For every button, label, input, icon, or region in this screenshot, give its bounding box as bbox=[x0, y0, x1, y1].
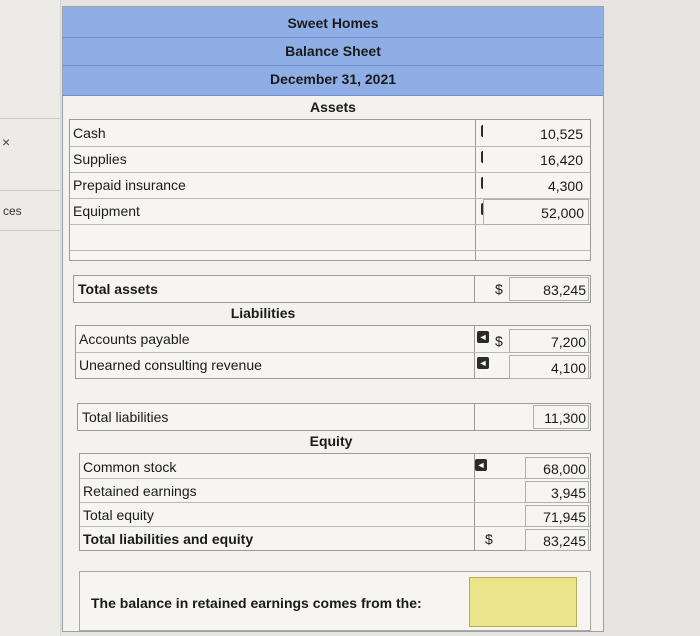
value-cell[interactable] bbox=[509, 329, 589, 353]
statement-title: Balance Sheet bbox=[285, 43, 381, 59]
asset-value: 10,525 bbox=[540, 126, 583, 142]
asset-label: Prepaid insurance bbox=[73, 177, 186, 193]
total-liabilities-label: Total liabilities bbox=[82, 409, 169, 425]
assets-heading: Assets bbox=[310, 99, 356, 115]
dollar-sign: $ bbox=[495, 281, 503, 297]
asset-value: 52,000 bbox=[541, 205, 584, 221]
asset-label: Equipment bbox=[73, 203, 140, 219]
equity-value: 68,000 bbox=[543, 461, 586, 477]
total-liabilities-value: 11,300 bbox=[544, 410, 586, 426]
value-cell[interactable] bbox=[483, 199, 589, 225]
left-panel-box bbox=[0, 0, 60, 119]
answer-input[interactable] bbox=[469, 577, 577, 627]
value-cell[interactable] bbox=[533, 405, 589, 429]
equity-value: 3,945 bbox=[550, 485, 586, 501]
dollar-sign: $ bbox=[495, 333, 503, 349]
equity-label: Total equity bbox=[83, 507, 154, 523]
left-panel-box bbox=[0, 118, 60, 191]
value-cell[interactable] bbox=[483, 173, 587, 197]
dropdown-arrow-icon[interactable]: ◄ bbox=[476, 460, 486, 470]
asset-label: Supplies bbox=[73, 151, 127, 167]
equity-heading: Equity bbox=[309, 433, 353, 449]
value-cell[interactable] bbox=[483, 147, 587, 171]
blank-row[interactable] bbox=[70, 224, 590, 251]
dollar-sign: $ bbox=[485, 531, 493, 547]
liability-value: 4,100 bbox=[550, 360, 586, 376]
liabilities-heading: Liabilities bbox=[230, 305, 296, 321]
sheet-header bbox=[63, 7, 603, 96]
liability-value: 7,200 bbox=[550, 334, 586, 350]
asset-value: 16,420 bbox=[540, 152, 583, 168]
value-cell[interactable] bbox=[509, 355, 589, 379]
company-name: Sweet Homes bbox=[287, 15, 379, 31]
question-prompt: The balance in retained earnings comes from the: bbox=[91, 595, 422, 611]
statement-date: December 31, 2021 bbox=[269, 71, 397, 87]
total-assets-label: Total assets bbox=[78, 281, 158, 297]
total-assets-value: 83,245 bbox=[543, 282, 586, 298]
total-liabilities-equity-value: 83,245 bbox=[543, 533, 586, 549]
close-icon[interactable]: × bbox=[2, 134, 11, 150]
value-cell[interactable] bbox=[509, 277, 589, 301]
value-cell[interactable] bbox=[525, 457, 589, 479]
liability-label: Unearned consulting revenue bbox=[79, 357, 262, 373]
value-cell[interactable] bbox=[525, 481, 589, 503]
equity-label: Common stock bbox=[83, 459, 177, 475]
asset-value: 4,300 bbox=[547, 178, 583, 194]
equity-label: Retained earnings bbox=[83, 483, 197, 499]
asset-label: Cash bbox=[73, 125, 106, 141]
equity-value: 71,945 bbox=[543, 509, 586, 525]
balance-sheet bbox=[62, 6, 604, 632]
liability-label: Accounts payable bbox=[79, 331, 190, 347]
dropdown-arrow-icon[interactable]: ◄ bbox=[478, 358, 488, 368]
total-liabilities-equity-label: Total liabilities and equity bbox=[83, 531, 254, 547]
dropdown-arrow-icon[interactable]: ◄ bbox=[478, 332, 488, 342]
side-nav-label[interactable]: ces bbox=[3, 204, 22, 218]
value-cell[interactable] bbox=[525, 505, 589, 527]
value-cell[interactable] bbox=[483, 121, 587, 145]
value-cell[interactable] bbox=[525, 529, 589, 551]
